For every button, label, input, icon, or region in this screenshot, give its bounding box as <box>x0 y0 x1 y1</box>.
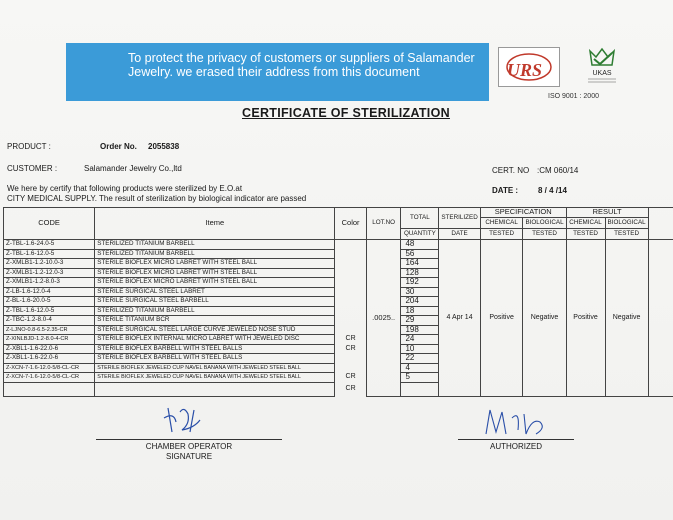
row-color <box>335 287 366 297</box>
row-quantity <box>401 382 439 396</box>
row-item: STERILE BIOFLEX MICRO LABRET WITH STEEL BALL <box>95 259 335 269</box>
row-color <box>335 354 366 364</box>
row-item: STERILE BIOFLEX MICRO LABRET WITH STEEL BALL <box>95 278 335 288</box>
row-quantity: 192 <box>401 278 439 288</box>
sterilization-table <box>3 207 673 397</box>
items-header: Iteme <box>95 208 335 240</box>
row-color: CR <box>335 344 366 354</box>
date-label: DATE : <box>492 186 519 195</box>
product-label: PRODUCT : <box>7 142 51 151</box>
customer-name: Salamander Jewelry Co.,ltd <box>84 164 182 173</box>
authorized-label: AUTHORIZED <box>490 442 542 451</box>
cert-number: :CM 060/14 <box>537 166 579 175</box>
row-item: STERILE BIOFLEX MICRO LABRET WITH STEEL BALL <box>95 268 335 278</box>
row-item: STERILE SURGICAL STEEL BARBELL <box>95 297 335 307</box>
row-quantity: 24 <box>401 335 439 345</box>
row-item: STERILE SURGICAL STEEL LARGE CURVE JEWELED NOSE STUD <box>95 325 335 335</box>
spec-chemical-tested: TESTED <box>480 229 523 240</box>
row-quantity: 29 <box>401 316 439 326</box>
document-title: CERTIFICATE OF STERILIZATION <box>242 106 450 120</box>
operator-label: CHAMBER OPERATOR <box>145 442 233 451</box>
lot-number: .0025.. <box>366 240 401 397</box>
row-item: STERILE BIOFLEX BARBELL WITH STEEL BALLS <box>95 354 335 364</box>
iso-label: ISO 9001 : 2000 <box>548 93 599 100</box>
row-item: STERILE BIOFLEX JEWELED CUP NAVEL BANANA WITH JEWELED STEEL BALL <box>95 373 335 383</box>
result-chemical-header: CHEMICAL <box>566 218 605 229</box>
row-quantity: 198 <box>401 325 439 335</box>
operator-signature <box>150 402 220 438</box>
result-biological-header: BIOLOGICAL <box>605 218 648 229</box>
table-body <box>4 240 673 397</box>
specification-header: SPECIFICATION <box>480 208 566 218</box>
row-quantity: 56 <box>401 249 439 259</box>
row-color <box>335 240 366 250</box>
result-header: RESULT <box>566 208 648 218</box>
spec-chemical-result: Positive <box>480 240 523 397</box>
row-quantity: 204 <box>401 297 439 307</box>
row-quantity: 22 <box>401 354 439 364</box>
row-quantity: 48 <box>401 240 439 250</box>
row-color <box>335 316 366 326</box>
sterilized-header: STERILIZED <box>439 208 480 229</box>
result-chemical: Positive <box>566 240 605 397</box>
row-code <box>4 382 95 396</box>
crown-check-icon <box>580 47 624 87</box>
total-header: TOTAL <box>401 208 439 229</box>
lot-header: LOT.NO <box>366 208 401 240</box>
spec-biological-header: BIOLOGICAL <box>523 218 566 229</box>
row-quantity: 5 <box>401 373 439 383</box>
urs-logo <box>498 47 560 87</box>
row-quantity: 164 <box>401 259 439 269</box>
operator-signature-label: SIGNATURE <box>165 452 213 461</box>
row-item <box>95 382 335 396</box>
row-code: Z-XINLBJD-1.2-8.0-4-CR <box>4 335 95 345</box>
row-code: Z-XMLB1-1.2-12.0-3 <box>4 268 95 278</box>
row-color <box>335 306 366 316</box>
cert-label: CERT. NO <box>492 166 530 175</box>
color-header: Color <box>335 208 366 240</box>
row-color <box>335 363 366 373</box>
row-quantity: 10 <box>401 344 439 354</box>
row-code: Z-TBL-1.6-24.0-5 <box>4 240 95 250</box>
code-header: CODE <box>4 208 95 240</box>
sterilized-date: 4 Apr 14 <box>439 240 480 397</box>
row-color <box>335 259 366 269</box>
row-code: Z-XMLB1-1.2-8.0-3 <box>4 278 95 288</box>
urs-logo-text: URS <box>507 60 543 80</box>
row-quantity: 128 <box>401 268 439 278</box>
certify-line-2: CITY MEDICAL SUPPLY. The result of sterilization by biological indicator are passed <box>7 194 307 203</box>
row-color <box>335 297 366 307</box>
row-color <box>335 249 366 259</box>
spec-chemical-header: CHEMICAL <box>480 218 523 229</box>
row-code: Z-TBL-1.6-12.0-5 <box>4 306 95 316</box>
privacy-notice: To protect the privacy of customers or suppliers of Salamander Jewelry. we erased their address from this document <box>66 43 489 101</box>
result-chemical-tested: TESTED <box>566 229 605 240</box>
certify-line-1: We here by certify that following products were sterilized by E.O.at <box>7 184 243 193</box>
row-item: STERILE SURGICAL STEEL LABRET <box>95 287 335 297</box>
order-number: 2055838 <box>148 142 180 151</box>
row-color <box>335 268 366 278</box>
row-item: STERILIZED TITANIUM BARBELL <box>95 249 335 259</box>
ukas-logo-text: UKAS <box>592 70 612 77</box>
row-code: Z-BL-1.6-20.0-5 <box>4 297 95 307</box>
certification-logos <box>498 47 630 99</box>
customer-label: CUSTOMER : <box>7 164 58 173</box>
spec-biological-result: Negative <box>523 240 566 397</box>
date-value: 8 / 4 /14 <box>538 186 567 195</box>
row-code: Z-TBC-1.2-8.0-4 <box>4 316 95 326</box>
row-quantity: 18 <box>401 306 439 316</box>
row-item: STERILIZED TITANIUM BARBELL <box>95 240 335 250</box>
ukas-logo <box>580 47 624 87</box>
row-color: CR <box>335 373 366 383</box>
row-quantity: 30 <box>401 287 439 297</box>
row-code: Z-LJNO-0.8-6.5-2.35-CR <box>4 325 95 335</box>
row-quantity: 4 <box>401 363 439 373</box>
result-biological: Negative <box>605 240 648 397</box>
row-item: STERILE BIOFLEX INTERNAL MICRO LABRET WITH JEWELED DISC <box>95 335 335 345</box>
row-item: STERILE BIOFLEX JEWELED CUP NAVEL BANANA WITH JEWELED STEEL BALL <box>95 363 335 373</box>
table-header-row <box>4 208 673 218</box>
row-item: STERILE TITANIUM BCR <box>95 316 335 326</box>
spec-biological-tested: TESTED <box>523 229 566 240</box>
quantity-header: QUANTITY <box>401 229 439 240</box>
row-code: Z-LB-1.6-12.0-4 <box>4 287 95 297</box>
row-code: Z-XCN-7-1.6-12.0-5/8-CL-CR <box>4 363 95 373</box>
row-color <box>335 325 366 335</box>
date-header: DATE <box>439 229 480 240</box>
order-label: Order No. <box>100 142 137 151</box>
result-biological-tested: TESTED <box>605 229 648 240</box>
row-code: Z-TBL-1.6-12.0-5 <box>4 249 95 259</box>
row-item: STERILIZED TITANIUM BARBELL <box>95 306 335 316</box>
row-color: CR <box>335 335 366 345</box>
row-code: Z-XBL1-1.6-22.0-6 <box>4 344 95 354</box>
row-item: STERILE BIOFLEX BARBELL WITH STEEL BALLS <box>95 344 335 354</box>
row-color <box>335 278 366 288</box>
row-code: Z-XCN-7-1.6-12.0-5/8-CL-CR <box>4 373 95 383</box>
table-row <box>4 240 673 250</box>
authorized-signature <box>480 404 560 440</box>
row-code: Z-XBL1-1.6-22.0-6 <box>4 354 95 364</box>
row-code: Z-XMLB1-1.2-10.0-3 <box>4 259 95 269</box>
row-color: CR <box>335 382 366 396</box>
